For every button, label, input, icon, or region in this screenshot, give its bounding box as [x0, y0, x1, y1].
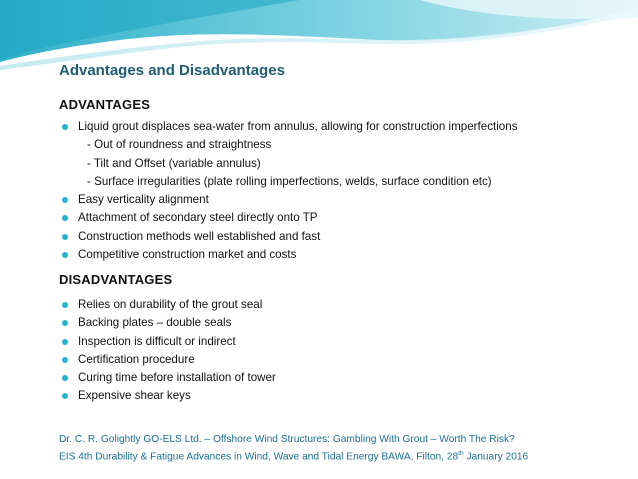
footer-line-2 — [59, 447, 528, 464]
disadvantage-item-text: Inspection is difficult or indirect — [78, 334, 236, 348]
disadvantage-item-text: Backing plates – double seals — [78, 316, 232, 330]
advantages-list — [59, 118, 629, 264]
bullet-icon — [62, 252, 68, 258]
disadvantage-item — [59, 296, 629, 314]
advantage-item-text: - Tilt and Offset (variable annulus) — [87, 156, 261, 170]
advantage-item-text: Easy verticality alignment — [78, 193, 209, 207]
advantage-item-text: - Surface irregularities (plate rolling imperfections, welds, surface condition etc) — [87, 174, 492, 188]
bullet-icon — [62, 234, 68, 240]
bullet-icon — [62, 375, 68, 381]
footer-line-2-tail: January 2016 — [463, 451, 529, 463]
advantage-item-text: Attachment of secondary steel directly onto TP — [78, 211, 318, 225]
disadvantage-item-text: Curing time before installation of tower — [78, 371, 276, 385]
advantage-item-text: Liquid grout displaces sea-water from annulus, allowing for construction imperfections — [78, 120, 518, 133]
disadvantage-item — [59, 333, 629, 351]
disadvantage-item — [59, 314, 629, 332]
bullet-icon — [62, 357, 68, 363]
footer-superscript: th — [458, 450, 464, 457]
bullet-icon — [62, 197, 68, 203]
disadvantages-heading: DISADVANTAGES — [59, 272, 173, 287]
advantage-item-text: Construction methods well established and fast — [78, 229, 321, 243]
disadvantage-item-text: Certification procedure — [78, 352, 195, 366]
bullet-icon — [62, 393, 68, 399]
bullet-icon — [62, 302, 68, 308]
disadvantages-list — [59, 296, 629, 406]
slide-title: Advantages and Disadvantages — [59, 62, 285, 79]
disadvantage-item-text: Relies on durability of the grout seal — [78, 298, 263, 311]
bullet-icon — [62, 339, 68, 345]
bullet-icon — [62, 124, 68, 130]
advantage-item-text: - Out of roundness and straightness — [87, 138, 272, 152]
advantage-item — [59, 228, 629, 246]
advantage-item-text: Competitive construction market and costs — [78, 248, 297, 262]
advantage-item — [59, 118, 629, 136]
advantage-item — [59, 209, 629, 227]
advantage-item — [59, 191, 629, 209]
disadvantage-item — [59, 369, 629, 387]
disadvantage-item-text: Expensive shear keys — [78, 389, 191, 403]
bullet-icon — [62, 215, 68, 221]
disadvantage-item — [59, 387, 629, 405]
advantages-heading: ADVANTAGES — [59, 97, 151, 112]
advantage-sub-item — [59, 155, 629, 173]
header-wave-decoration — [0, 0, 638, 70]
footer-line-1: Dr. C. R. Golightly GO-ELS Ltd. – Offshore Wind Structures: Gambling With Grout – Worth The Risk? — [59, 434, 515, 445]
footer-citation — [59, 433, 528, 464]
footer-line-2-text: EIS 4th Durability & Fatigue Advances in Wind, Wave and Tidal Energy BAWA, Filton, 28 — [59, 451, 459, 463]
bullet-icon — [62, 320, 68, 326]
advantage-sub-item — [59, 173, 629, 191]
disadvantage-item — [59, 351, 629, 369]
advantage-sub-item — [59, 136, 629, 154]
advantage-item — [59, 246, 629, 264]
